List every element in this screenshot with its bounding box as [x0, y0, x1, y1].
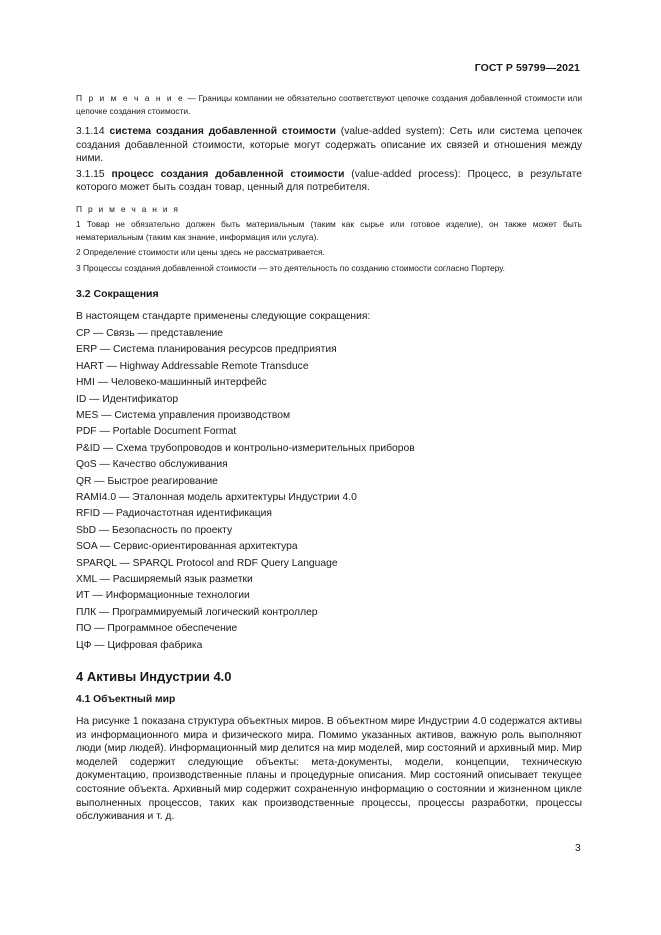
section-3-2-heading: 3.2 Сокращения: [76, 288, 159, 301]
abbreviation-item: SbD — Безопасность по проекту: [76, 524, 233, 536]
abbreviation-item: ID — Идентификатор: [76, 393, 179, 405]
abbreviation-item: P&ID — Схема трубопроводов и контрольно-измерительных приборов: [76, 442, 415, 454]
page-content: [76, 92, 582, 824]
abbreviation-item: MES — Система управления производством: [76, 409, 291, 421]
definition-text: (value-added process): Процесс, в результате которого может быть создан товар, ценный для потребителя.: [76, 168, 582, 194]
abbreviation-item: ПЛК — Программируемый логический контроллер: [76, 606, 318, 618]
note-label: П р и м е ч а н и е: [76, 93, 185, 103]
abbreviation-item: QR — Быстрое реагирование: [76, 475, 218, 487]
section-4-1-heading: 4.1 Объектный мир: [76, 694, 176, 705]
abbreviation-item: SPARQL — SPARQL Protocol and RDF Query Language: [76, 557, 338, 569]
abbreviation-item: CP — Связь — представление: [76, 327, 224, 339]
definition-term: процесс создания добавленной стоимости: [111, 168, 345, 180]
abbreviation-item: ИТ — Информационные технологии: [76, 590, 250, 602]
note-top: [76, 92, 582, 117]
abbreviations-list: [76, 309, 582, 654]
abbreviation-item: XML — Расширяемый язык разметки: [76, 573, 253, 585]
definition-3-1-14: [76, 125, 582, 166]
abbreviation-item: SOA — Сервис-ориентированная архитектура: [76, 541, 298, 553]
abbreviation-item: PDF — Portable Document Format: [76, 426, 237, 438]
section-4-1-paragraph: На рисунке 1 показана структура объектных миров. В объектном мире Индустрии 4.0 содержатся активы из информационного мира и физического мира. Помимо указанных активов, важную роль выполняют люди (мир людей). Информационный мир делится на мир моделей, мир состояний и архивный мир. Мир моделей содержит следующие объекты: мета-документы, модели, концепции, техническую документацию, производственные планы и процедурные описания. Мир состояний описывает текущее состояние объекта. Архивный мир содержит сохраненную информацию о состоянии и жизненном цикле выполненных процессов, таких как производственные процессы, процессы разработки, процессы обслуживания и т. д.: [76, 716, 582, 823]
page-number: 3: [575, 843, 581, 854]
definition-3-1-15: [76, 168, 582, 195]
abbreviation-item: RAMI4.0 — Эталонная модель архитектуры Индустрии 4.0: [76, 491, 357, 503]
abbreviation-item: ЦФ — Цифровая фабрика: [76, 639, 203, 651]
note-item: 3 Процессы создания добавленной стоимости — это деятельность по созданию стоимости согласно Портеру.: [76, 262, 505, 273]
note-item: 2 Определение стоимости или цены здесь не рассматривается.: [76, 247, 325, 258]
definition-text: (value-added system): Сеть или система цепочек создания добавленной стоимости, которые могут содержать описание их связей и отношения между ними.: [76, 126, 582, 165]
note-item: 1 Товар не обязательно должен быть материальным (таким как сырье или готовое изделие), он также может быть нематериальным (таким как знание, информация или услуга).: [76, 219, 582, 242]
abbreviation-item: ERP — Система планирования ресурсов предприятия: [76, 344, 337, 356]
abbreviation-item: HART — Highway Addressable Remote Transduce: [76, 360, 309, 372]
section-4-heading: 4 Активы Индустрии 4.0: [76, 669, 232, 684]
abbreviation-item: QoS — Качество обслуживания: [76, 459, 228, 471]
note-text: — Границы компании не обязательно соответствуют цепочке создания добавленной стоимости или цепочке создания стоимости.: [76, 93, 583, 116]
definition-number: 3.1.14: [76, 126, 110, 137]
abbreviations-intro: В настоящем стандарте применены следующие сокращения:: [76, 311, 371, 323]
document-id-header: ГОСТ Р 59799—2021: [474, 62, 580, 74]
abbreviation-item: ПО — Программное обеспечение: [76, 623, 238, 635]
abbreviation-item: HMI — Человеко-машинный интерфейс: [76, 377, 267, 389]
definition-term: система создания добавленной стоимости: [109, 126, 336, 137]
notes-title: П р и м е ч а н и я: [76, 203, 180, 214]
abbreviation-item: RFID — Радиочастотная идентификация: [76, 508, 273, 520]
definition-number: 3.1.15: [76, 168, 112, 180]
